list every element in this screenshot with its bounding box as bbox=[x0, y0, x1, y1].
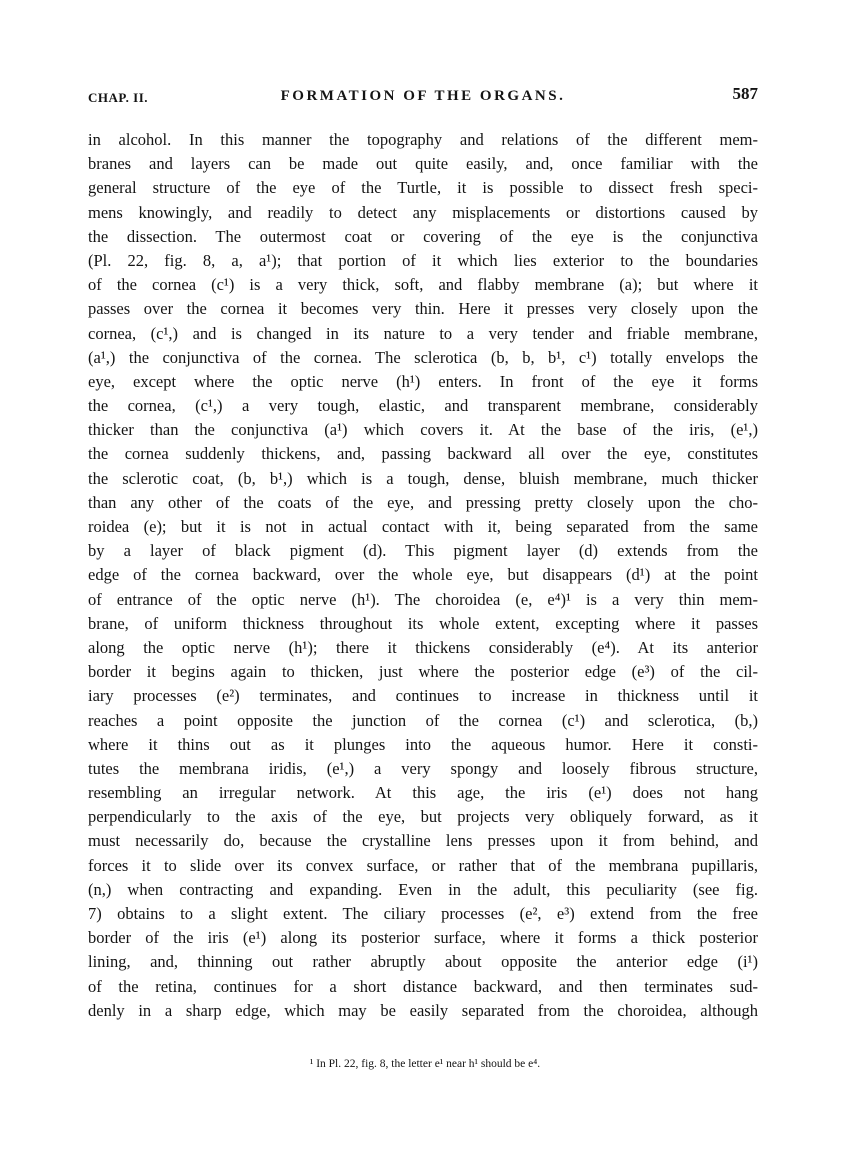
text-line: general structure of the eye of the Turtle, it is possible to dissect fresh speci- bbox=[88, 178, 758, 198]
text-line: along the optic nerve (h¹); there it thickens considerably (e⁴). At its anterior bbox=[88, 637, 758, 657]
text-line: resembling an irregular network. At this age, the iris (e¹) does not hang bbox=[88, 783, 758, 803]
text-line: denly in a sharp edge, which may be easily separated from the choroidea, although bbox=[88, 1000, 758, 1020]
page-number: 587 bbox=[732, 84, 758, 103]
text-line: thicker than the conjunctiva (a¹) which covers it. At the base of the iris, (e¹,) bbox=[88, 420, 758, 440]
text-line: (Pl. 22, fig. 8, a, a¹); that portion of it which lies exterior to the boundaries bbox=[88, 250, 758, 270]
text-line: (a¹,) the conjunctiva of the cornea. The sclerotica (b, b, b¹, c¹) totally envelops the bbox=[88, 347, 758, 367]
text-line: cornea, (c¹,) and is changed in its nature to a very tender and friable membrane, bbox=[88, 323, 758, 343]
text-line: reaches a point opposite the junction of the cornea (c¹) and sclerotica, (b,) bbox=[88, 710, 758, 730]
text-line: eye, except where the optic nerve (h¹) enters. In front of the eye it forms bbox=[88, 371, 758, 391]
text-line: where it thins out as it plunges into the aqueous humor. Here it consti- bbox=[88, 734, 758, 754]
text-line: of entrance of the optic nerve (h¹). The choroidea (e, e⁴)¹ is a very thin mem- bbox=[88, 589, 758, 609]
text-line: the cornea suddenly thickens, and, passing backward all over the eye, constitutes bbox=[88, 444, 758, 464]
text-line: must necessarily do, because the crystalline lens presses upon it from behind, and bbox=[88, 831, 758, 851]
body-text bbox=[88, 128, 758, 1023]
text-line: lining, and, thinning out rather abruptly about opposite the anterior edge (i¹) bbox=[88, 952, 758, 972]
text-line: the dissection. The outermost coat or covering of the eye is the conjunctiva bbox=[88, 226, 758, 246]
text-line: the sclerotic coat, (b, b¹,) which is a tough, dense, bluish membrane, much thicker bbox=[88, 468, 758, 488]
text-line: in alcohol. In this manner the topography and relations of the different mem- bbox=[88, 130, 758, 149]
running-title: FORMATION OF THE ORGANS. bbox=[280, 88, 566, 104]
text-line: roidea (e); but it is not in actual contact with it, being separated from the same bbox=[88, 517, 758, 536]
text-line: than any other of the coats of the eye, and pressing pretty closely upon the cho- bbox=[88, 492, 758, 512]
text-line: of the cornea (c¹) is a very thick, soft, and flabby membrane (a); but where it bbox=[88, 275, 758, 295]
text-line: iary processes (e²) terminates, and continues to increase in thickness until it bbox=[88, 686, 758, 706]
text-line: edge of the cornea backward, over the whole eye, but disappears (d¹) at the point bbox=[88, 565, 758, 585]
text-line: (n,) when contracting and expanding. Even in the adult, this peculiarity (see fig. bbox=[88, 879, 758, 899]
text-line: perpendicularly to the axis of the eye, but projects very obliquely forward, as it bbox=[88, 807, 758, 827]
text-line: passes over the cornea it becomes very thin. Here it presses very closely upon the bbox=[88, 299, 758, 319]
text-line: border of the iris (e¹) along its posterior surface, where it forms a thick posterior bbox=[88, 928, 758, 948]
text-line: branes and layers can be made out quite easily, and, once familiar with the bbox=[88, 154, 758, 174]
text-line: brane, of uniform thickness throughout its whole extent, excepting where it passes bbox=[88, 613, 758, 633]
text-line: of the retina, continues for a short distance backward, and then terminates sud- bbox=[88, 976, 758, 996]
chapter-label: CHAP. II. bbox=[88, 90, 149, 105]
footnote: ¹ In Pl. 22, fig. 8, the letter e¹ near h¹ should be e⁴. bbox=[309, 1058, 541, 1070]
text-line: mens knowingly, and readily to detect any misplacements or distortions caused by bbox=[88, 202, 758, 222]
text-line: by a layer of black pigment (d). This pigment layer (d) extends from the bbox=[88, 541, 758, 561]
text-line: border it begins again to thicken, just where the posterior edge (e³) of the cil- bbox=[88, 662, 758, 682]
text-line: 7) obtains to a slight extent. The ciliary processes (e², e³) extend from the free bbox=[88, 904, 758, 923]
text-line: tutes the membrana iridis, (e¹,) a very spongy and loosely fibrous structure, bbox=[88, 758, 758, 778]
running-header bbox=[88, 84, 758, 114]
text-line: forces it to slide over its convex surface, or rather that of the membrana pupillaris, bbox=[88, 855, 758, 875]
text-line: the cornea, (c¹,) a very tough, elastic, and transparent membrane, considerably bbox=[88, 396, 758, 416]
